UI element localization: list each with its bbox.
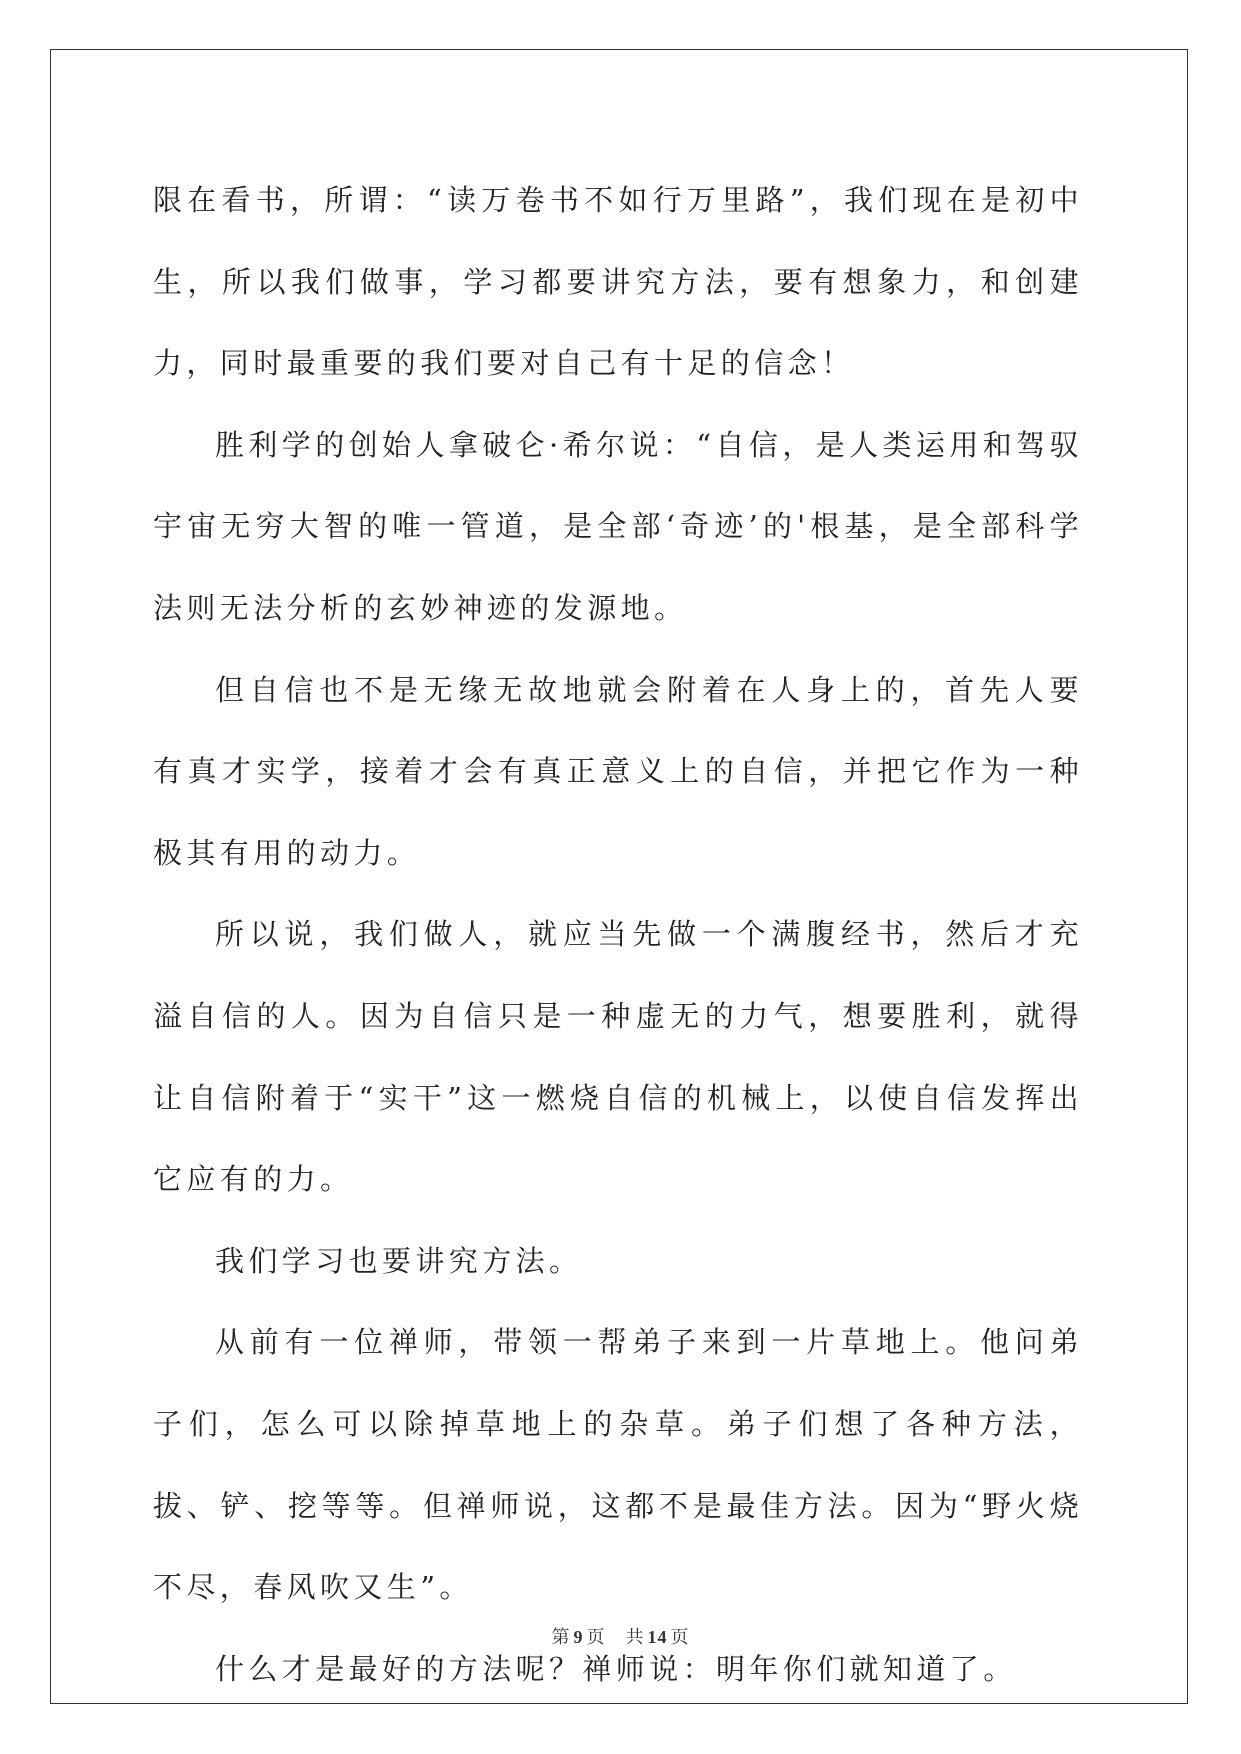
document-body [153,160,1083,1710]
paragraph: 什么才是最好的方法呢？禅师说：明年你们就知道了。 [215,1651,1017,1686]
page-footer [0,1623,1241,1649]
paragraph-continued: 限在看书，所谓：“读万卷书不如行万里路”，我们现在是初中生，所以我们做事，学习都要讲究方法，要有想象力，和创建力，同时最重要的我们要对自己有十足的信念！ [153,183,1083,381]
total-prefix: 共 [625,1627,645,1648]
paragraph: 从前有一位禅师，带领一帮弟子来到一片草地上。他问弟子们，怎么可以除掉草地上的杂草。弟子们想了各种方法，拔、铲、挖等等。但禅师说，这都不是最佳方法。因为“野火烧不尽，春风吹又生”。 [153,1325,1083,1605]
total-suffix: 页 [670,1627,690,1648]
total-pages: 14 [647,1627,668,1647]
paragraph: 所以说，我们做人，就应当先做一个满腹经书，然后才充溢自信的人。因为自信只是一种虚无的力气，想要胜利，就得让自信附着于“实干”这一燃烧自信的机械上，以使自信发挥出它应有的力。 [153,917,1083,1197]
paragraph: 我们学习也要讲究方法。 [215,1243,583,1278]
paragraph: 但自信也不是无缘无故地就会附着在人身上的，首先人要有真才实学，接着才会有真正意义上的自信，并把它作为一种极其有用的动力。 [153,672,1083,870]
page-suffix: 页 [586,1627,606,1648]
paragraph: 胜利学的创始人拿破仑·希尔说：“自信，是人类运用和驾驭宇宙无穷大智的唯一管道，是全部‘奇迹’的'根基，是全部科学法则无法分析的玄妙神迹的发源地。 [153,427,1083,625]
page-prefix: 第 [551,1627,571,1648]
page-number: 9 [573,1627,584,1647]
